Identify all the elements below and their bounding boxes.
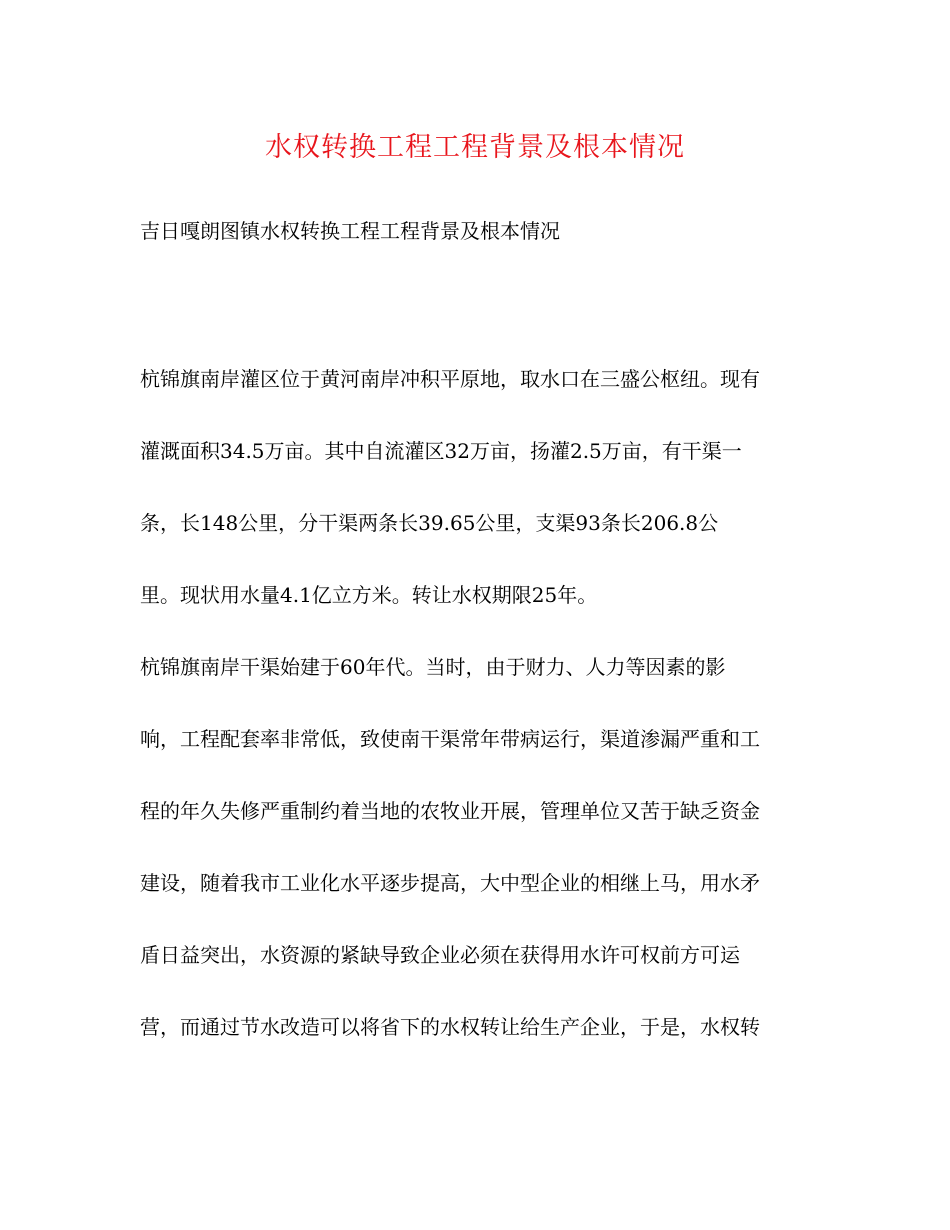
paragraph-line: 营，而通过节水改造可以将省下的水权转让给生产企业，于是，水权转 <box>140 1015 760 1039</box>
document-subtitle: 吉日嘎朗图镇水权转换工程工程背景及根本情况 <box>140 219 560 243</box>
paragraph-line: 条，长148公里，分干渠两条长39.65公里，支渠93条长206.8公 <box>140 511 719 535</box>
paragraph-line: 建设，随着我市工业化水平逐步提高，大中型企业的相继上马，用水矛 <box>140 871 760 895</box>
paragraph-line: 里。现状用水量4.1亿立方米。转让水权期限25年。 <box>140 583 598 607</box>
paragraph-line: 杭锦旗南岸干渠始建于60年代。当时，由于财力、人力等因素的影 <box>140 655 726 679</box>
paragraph-line: 杭锦旗南岸灌区位于黄河南岸冲积平原地，取水口在三盛公枢纽。现有 <box>140 367 760 391</box>
paragraph-line: 盾日益突出，水资源的紧缺导致企业必须在获得用水许可权前方可运 <box>140 943 740 967</box>
paragraph-line: 程的年久失修严重制约着当地的农牧业开展，管理单位又苦于缺乏资金 <box>140 799 760 823</box>
paragraph-line: 灌溉面积34.5万亩。其中自流灌区32万亩，扬灌2.5万亩，有干渠一 <box>140 439 742 463</box>
document-title: 水权转换工程工程背景及根本情况 <box>265 132 685 163</box>
paragraph-line: 响，工程配套率非常低，致使南干渠常年带病运行，渠道渗漏严重和工 <box>140 727 760 751</box>
